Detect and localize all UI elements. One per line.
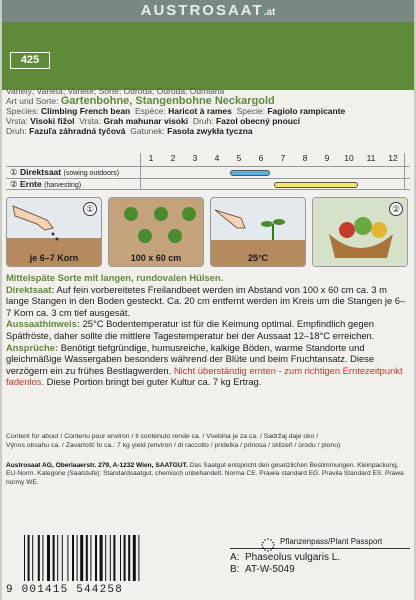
passport-row: A: Phaseolus vulgaris L. [230,552,341,563]
green-band [2,22,414,90]
month-label: 8 [302,153,308,163]
step-badge: ① [83,202,97,216]
variety-names [6,86,410,136]
content-line: Výnos obsahu ca. / Zavartošť to ca.: 7 kg yield (environ / di raccolto / pridelka / prinosa / sklizeň / úrodu / plonu) [6,441,341,449]
calendar-months [6,153,410,164]
picture-caption: 100 x 60 cm [130,253,182,263]
step-badge: ② [389,202,403,216]
brand-bar [2,0,414,22]
plant-passport [230,536,410,576]
variety-row: Vrsta: Visoki fižol Vrsta: Grah mahunar visoki Druh: Fazol obecný pnoucí [6,116,301,126]
barcode-bars [10,533,210,583]
direktsaat-paragraph: Direktsaat: Auf fein vorbereitetes Freilandbeet werden im Abstand von 100 x 60 cm ca. 3 m lange Stangen in den Boden gesteckt. Ca. 20 cm entfernt werden im Kreis um die Stangen je 6–7 Korn ca. 3 cm tief ausgesät. [6,283,406,318]
month-label: 6 [258,153,264,163]
month-label: 10 [344,153,354,163]
month-label: 4 [214,153,220,163]
passport-title: Pflanzenpass/Plant Passport [230,536,410,549]
calendar-row-label: ① Direktsaat (sowing outdoors) [10,167,120,177]
month-label: 2 [170,153,176,163]
harvest-picture [312,197,408,267]
barcode-number: 9 001415 544258 [6,584,124,596]
month-label: 3 [192,153,198,163]
intro-text: Mittelspäte Sorte mit langen, rundovalen Hülsen. [6,272,224,283]
description [6,272,410,388]
month-label: 12 [388,153,398,163]
calendar-row-sowing [6,166,410,178]
sowing-period-bar [230,170,270,176]
temperature-picture [210,197,306,267]
aussaat-paragraph: Aussaathinweis: 25°C Bodentemperatur ist für die Keimung optimal. Empfindlich gegen Spätfröste, daher sollte die mittlere Tagestemperatur bei der Aussaat 12–18°C erreichen. Ansprüche: Benötigt tiefgründige, humusreiche, kalkige Böden, warme Standorte und gleichmäßige Wassergaben besonders während der Blüte und beim Fruchtansatz. Diese verzögern ein zu frühes Bestlagwerden. Nicht überständig ernten - zum richtigen Erntezeitpunkt fadenlos. Diese Portion bringt bei guter Kultur ca. 7 kg Ertrag. [6,318,403,388]
variety-row: Art und Sorte: Gartenbohne, Stangenbohne Neckargold [6,96,275,106]
variety-row: Species: Climbing French bean Espèce: Haricot à rames Specie: Fagiolo rampicante [6,106,346,116]
sowing-calendar [6,153,410,189]
content-line: Content for about / Contenu pour environ / Il contenuto rende ca. / Vsebina je za ca. / Sadržaj daje oko / [6,433,319,440]
picture-caption: je 6–7 Korn [29,253,79,263]
month-label: 9 [324,153,330,163]
month-label: 11 [366,153,376,163]
brand-name: AUSTROSAAT.at [140,2,276,19]
passport-row: B: AT-W-5049 [230,564,295,575]
product-number: 425 [10,52,50,69]
calendar-row-harvest [6,178,410,190]
content-info [6,433,410,450]
sowing-hand-picture [6,197,102,267]
month-label: 5 [236,153,242,163]
legal-address: Austrosaat AG, Oberlaaerstr. 279, A-1232 Wien, SAATGUT. Das Saatgut entspricht den gesetzlichen Bestimmungen. Kleinpackung, EU-Norm. Kategorie (Saatstufe): Standardsaatgut, chemisch unbehandelt. Norma CE. Prawia standard EG. Pravila Standard ES. Prawa normy WE. [6,462,404,486]
instruction-pictures [6,197,410,267]
month-label: 1 [148,153,154,163]
harvest-period-bar [274,182,358,188]
calendar-row-label: ② Ernte (harvesting) [10,179,82,189]
spacing-picture [108,197,204,267]
picture-caption: 25°C [247,253,269,263]
variety-row: Variety; Varietà; Varieté; Sorte; Odroda; Odroda; Odmiana [6,86,225,96]
month-label: 7 [280,153,286,163]
seed-packet [2,0,414,600]
variety-row: Druh: Fazuľa záhradná tyčová Gatunek: Fasola zwykła tyczna [6,126,253,136]
